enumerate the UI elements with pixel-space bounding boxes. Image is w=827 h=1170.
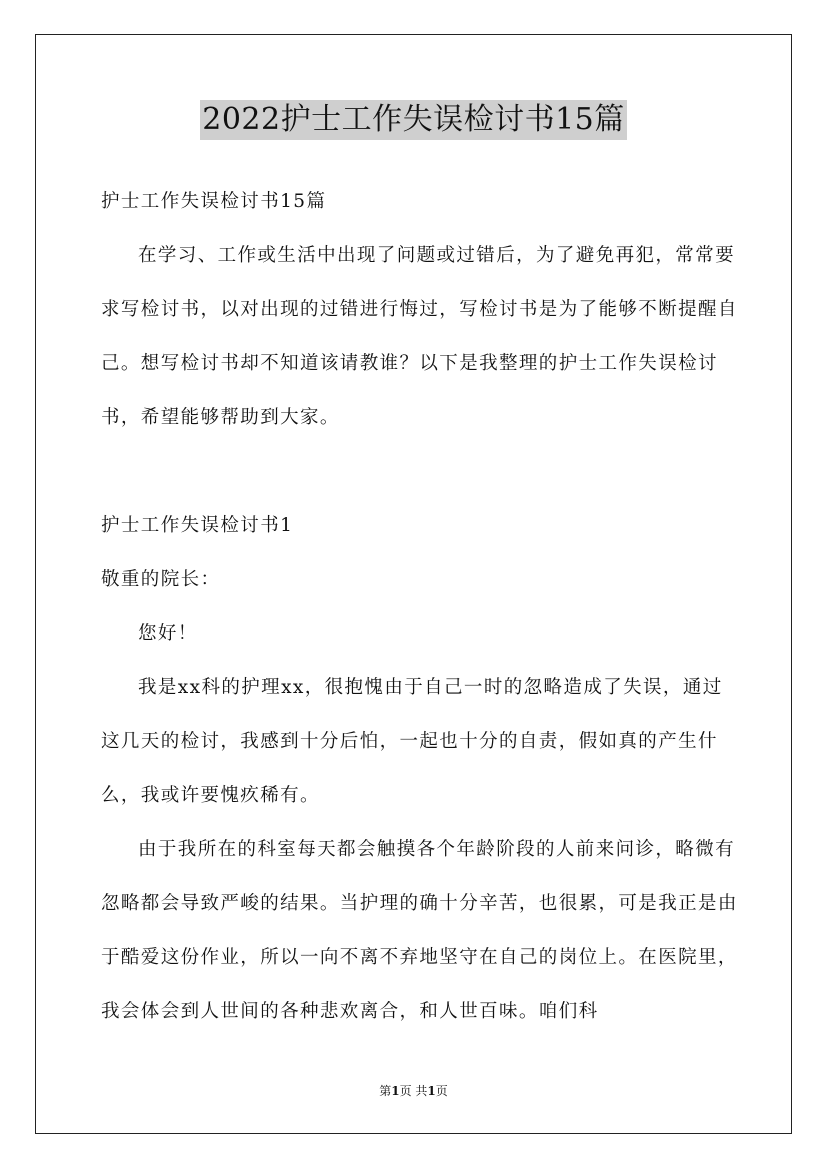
page-footer — [0, 1083, 827, 1099]
section-heading: 护士工作失误检讨书1 — [101, 515, 294, 536]
footer-page-suffix: 页 — [435, 1084, 448, 1098]
footer-page-mid: 页 共 — [399, 1084, 428, 1098]
body-paragraph-2: 由于我所在的科室每天都会触摸各个年龄阶段的人前来问诊，略微有忽略都会导致严峻的结果。当护理的确十分辛苦，也很累，可是我正是由于酷爱这份作业，所以一向不离不弃地坚守在自己的岗位上。在医院里，我会体会到人世间的各种悲欢离合，和人世百味。咱们科 — [101, 839, 738, 1022]
document-title: 2022护士工作失误检讨书15篇 — [200, 100, 627, 140]
intro-paragraph: 在学习、工作或生活中出现了问题或过错后，为了避免再犯，常常要求写检讨书，以对出现的过错进行悔过，写检讨书是为了能够不断提醒自己。想写检讨书却不知道该请教谁？以下是我整理的护士工作失误检讨书，希望能够帮助到大家。 — [101, 245, 738, 428]
footer-page-total: 1 — [427, 1084, 436, 1098]
body-paragraph-1: 我是xx科的护理xx，很抱愧由于自己一时的忽略造成了失误，通过这几天的检讨，我感到十分后怕，一起也十分的自责，假如真的产生什么，我或许要愧疚稀有。 — [101, 677, 723, 806]
salutation: 敬重的院长： — [101, 569, 221, 590]
footer-page-number: 1 — [391, 1084, 400, 1098]
greeting: 您好！ — [138, 623, 198, 644]
document-body — [101, 175, 741, 1039]
title-wrap — [0, 100, 827, 140]
document-subtitle: 护士工作失误检讨书15篇 — [101, 191, 327, 212]
footer-page-prefix: 第 — [379, 1084, 392, 1098]
paragraph-gap — [101, 445, 741, 499]
